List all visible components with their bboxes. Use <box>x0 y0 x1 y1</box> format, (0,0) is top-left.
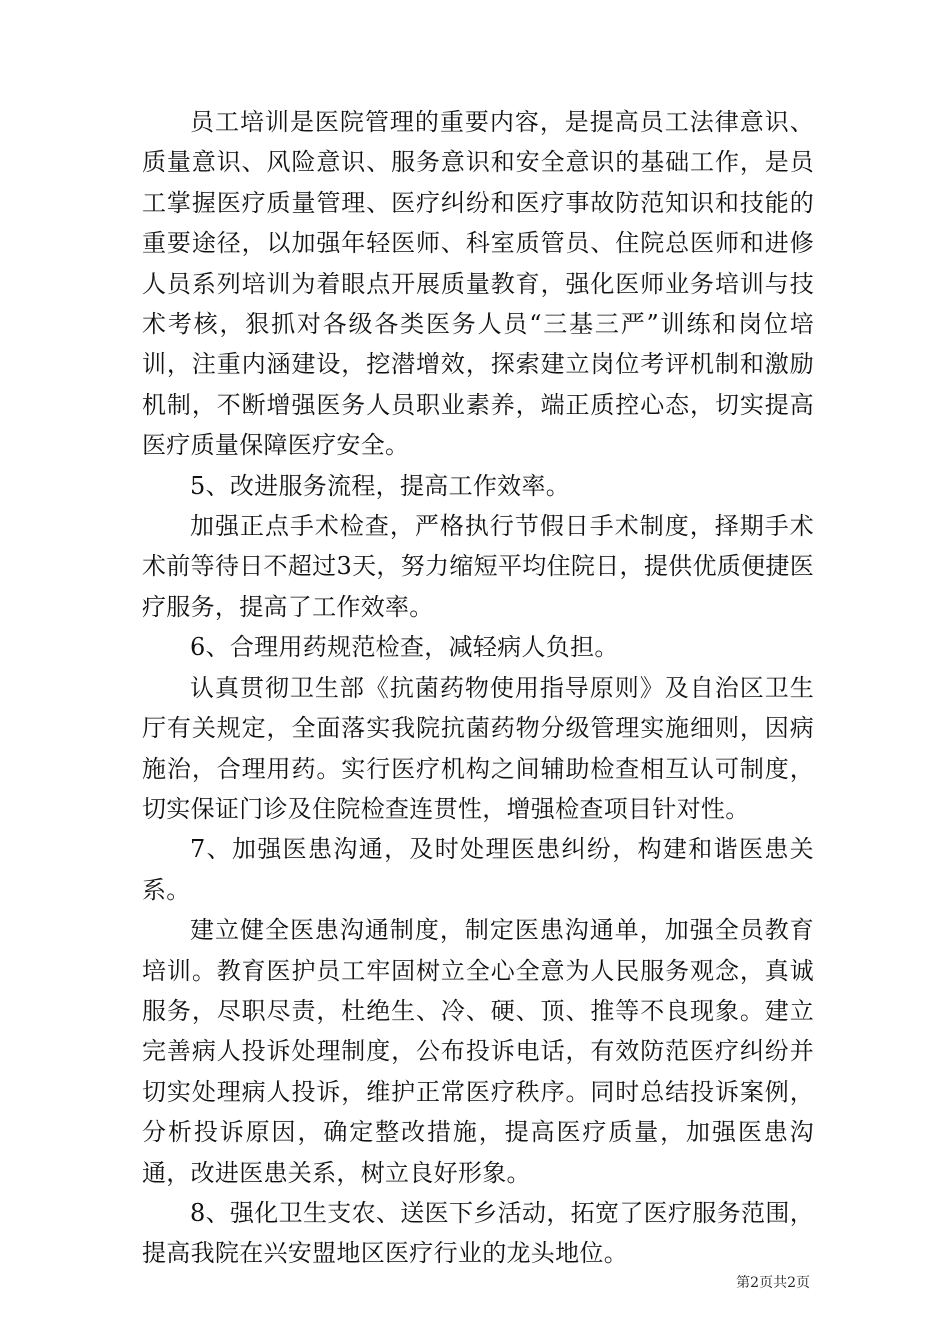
page-number-footer: 第2页共2页 <box>736 1275 810 1291</box>
paragraph-rational-medication: 认真贯彻卫生部《抗菌药物使用指导原则》及自治区卫生厅有关规定，全面落实我院抗菌药物分级管理实施细则，因病施治，合理用药。实行医疗机构之间辅助检查相互认可制度，切实保证门诊及住院检查连贯性，增强检查项目针对性。 <box>142 673 814 823</box>
heading-rural-support: 8、强化卫生支农、送医下乡活动，拓宽了医疗服务范围，提高我院在兴安盟地区医疗行业的龙头地位。 <box>142 1198 814 1268</box>
paragraph-staff-training: 员工培训是医院管理的重要内容，是提高员工法律意识、质量意识、风险意识、服务意识和安全意识的基础工作，是员工掌握医疗质量管理、医疗纠纷和医疗事故防范知识和技能的重要途径，以加强年轻医师、科室质管员、住院总医师和进修人员系列培训为着眼点开展质量教育，强化医师业务培训与技术考核，狠抓对各级各类医务人员“三基三严”训练和岗位培训，注重内涵建设，挖潜增效，探索建立岗位考评机制和激励机制，不断增强医务人员职业素养，端正质控心态，切实提高医疗质量保障医疗安全。 <box>142 108 814 460</box>
document-body <box>142 102 814 1274</box>
paragraph-doctor-patient-communication: 建立健全医患沟通制度，制定医患沟通单，加强全员教育培训。教育医护员工牢固树立全心全意为人民服务观念，真诚服务，尽职尽责，杜绝生、冷、硬、顶、推等不良现象。建立完善病人投诉处理制度，公布投诉电话，有效防范医疗纠纷并切实处理病人投诉，维护正常医疗秩序。同时总结投诉案例，分析投诉原因，确定整改措施，提高医疗质量，加强医患沟通，改进医患关系，树立良好形象。 <box>142 916 814 1187</box>
heading-rational-medication: 6、合理用药规范检查，减轻病人负担。 <box>190 633 619 662</box>
heading-doctor-patient-communication: 7、加强医患沟通，及时处理医患纠纷，构建和谐医患关系。 <box>142 835 814 904</box>
paragraph-service-process: 加强正点手术检查，严格执行节假日手术制度，择期手术术前等待日不超过3天，努力缩短平均住院日，提供优质便捷医疗服务，提高了工作效率。 <box>142 512 814 621</box>
heading-service-process: 5、改进服务流程，提高工作效率。 <box>190 471 571 500</box>
